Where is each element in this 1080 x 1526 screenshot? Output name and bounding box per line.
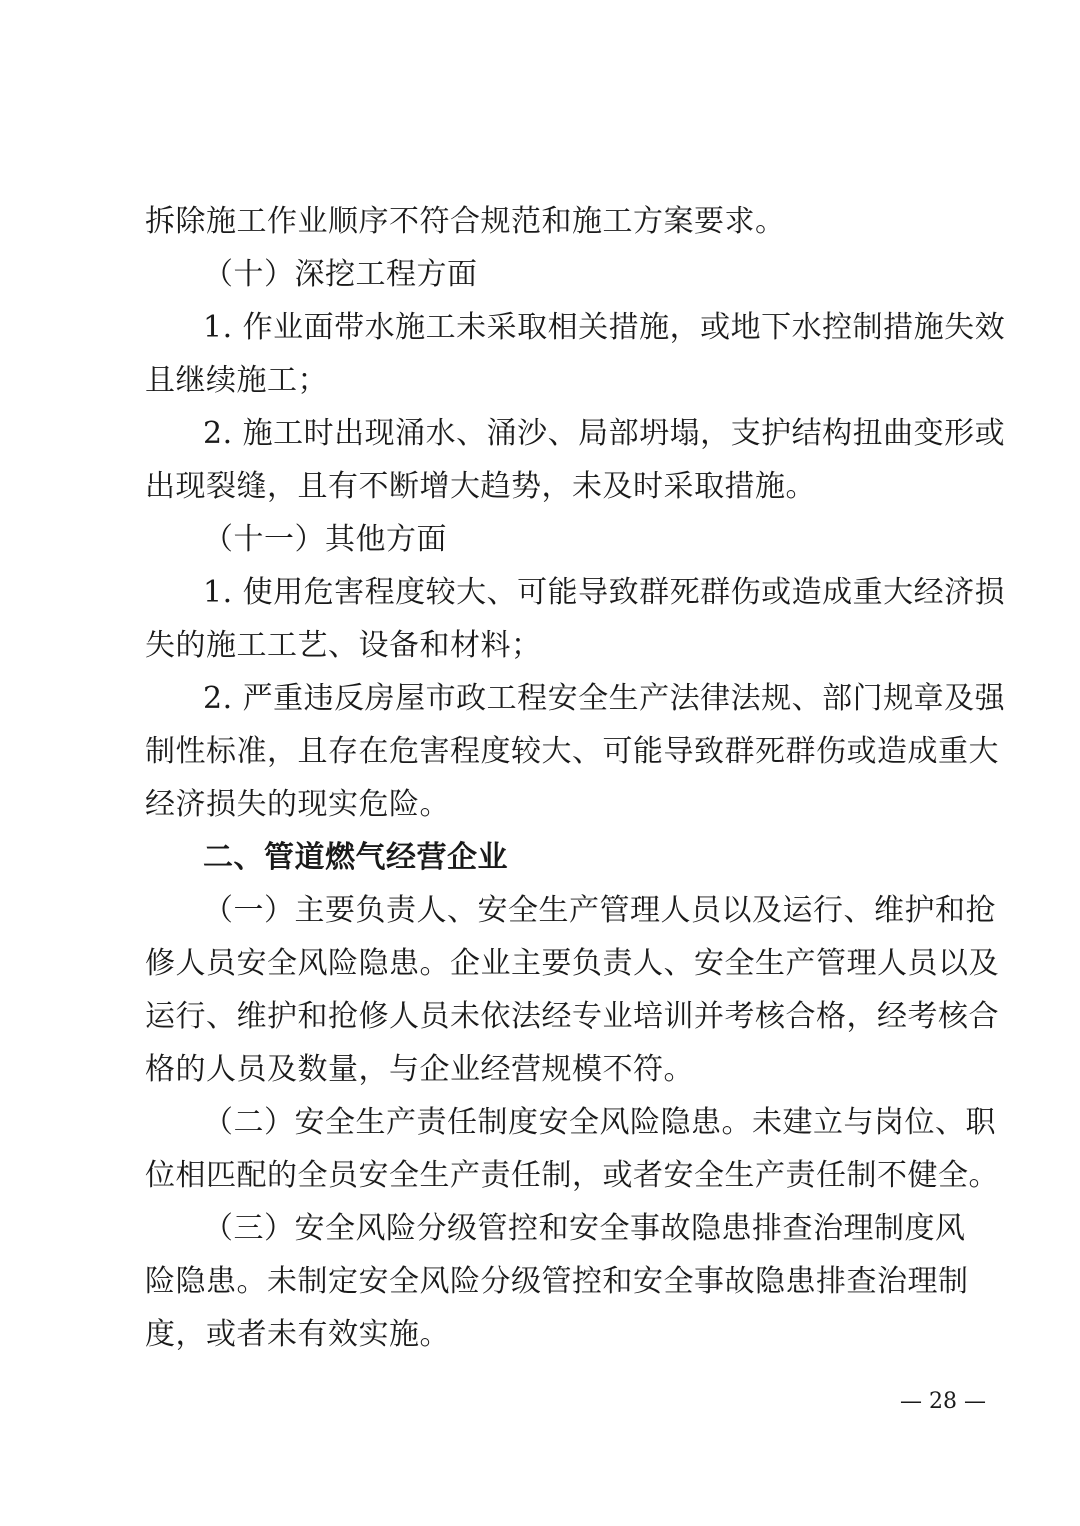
text-line: 失的施工工艺、设备和材料； [145, 628, 542, 663]
text-line: （二）安全生产责任制度安全风险隐患。未建立与岗位、职 [203, 1105, 996, 1140]
text-line: 1. 作业面带水施工未采取相关措施，或地下水控制措施失效 [203, 310, 1006, 345]
text-line: （一）主要负责人、安全生产管理人员以及运行、维护和抢 [203, 893, 996, 928]
section-title: （十）深挖工程方面 [203, 257, 478, 292]
text-line: 格的人员及数量，与企业经营规模不符。 [145, 1052, 694, 1087]
text-line: 拆除施工作业顺序不符合规范和施工方案要求。 [145, 204, 786, 239]
text-line: 经济损失的现实危险。 [145, 787, 450, 822]
text-line: 度，或者未有效实施。 [145, 1317, 450, 1352]
chapter-heading: 二、管道燃气经营企业 [203, 840, 508, 875]
text-line: 且继续施工； [145, 363, 328, 398]
text-line: 1. 使用危害程度较大、可能导致群死群伤或造成重大经济损 [203, 575, 1006, 610]
section-title: （十一）其他方面 [203, 522, 447, 557]
text-line: 修人员安全风险隐患。企业主要负责人、安全生产管理人员以及 [145, 946, 999, 981]
text-line: 运行、维护和抢修人员未依法经专业培训并考核合格，经考核合 [145, 999, 999, 1034]
text-line: 制性标准，且存在危害程度较大、可能导致群死群伤或造成重大 [145, 734, 999, 769]
text-line: 出现裂缝，且有不断增大趋势，未及时采取措施。 [145, 469, 816, 504]
text-line: （三）安全风险分级管控和安全事故隐患排查治理制度风 [203, 1211, 966, 1246]
text-line: 2. 施工时出现涌水、涌沙、局部坍塌，支护结构扭曲变形或 [203, 416, 1006, 451]
text-line: 险隐患。未制定安全风险分级管控和安全事故隐患排查治理制 [145, 1264, 969, 1299]
text-line: 2. 严重违反房屋市政工程安全生产法律法规、部门规章及强 [203, 681, 1006, 716]
page-number: — 28 — [900, 1389, 986, 1414]
text-line: 位相匹配的全员安全生产责任制，或者安全生产责任制不健全。 [145, 1158, 999, 1193]
